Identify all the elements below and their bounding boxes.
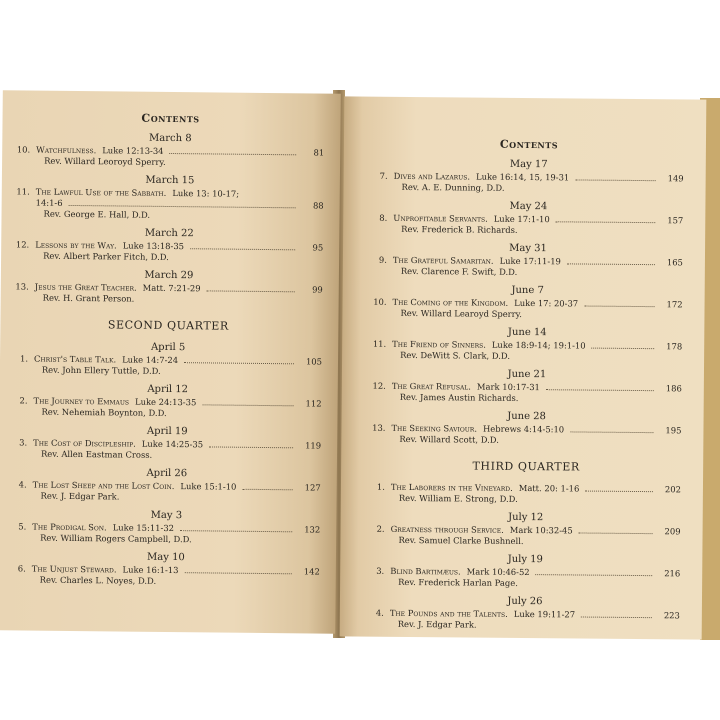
leader-dots [579, 532, 653, 534]
entry-date: April 26 [146, 467, 188, 480]
entry-title: The Great Refusal. [391, 380, 472, 392]
entry-date: July 12 [508, 511, 544, 524]
entry-number: 9. [378, 254, 387, 265]
entry-reference: Luke 17:11-19 [499, 255, 561, 267]
entry-author: Rev. H. Grant Person. [42, 292, 135, 304]
entry-author: Rev. Willard Learoyd Sperry. [400, 307, 523, 319]
leader-dots [69, 205, 296, 208]
entry-number: 1. [376, 481, 386, 492]
entry-title: Blind Bartimæus. [390, 565, 461, 577]
entry-title: The Friend of Sinners. [392, 338, 486, 350]
entry-date: May 10 [147, 551, 185, 564]
entry-reference: Luke 13:18-35 [122, 240, 185, 252]
entry-reference: Luke 15:1-10 [180, 481, 237, 492]
entry-author: Rev. Allen Eastman Cross. [40, 448, 153, 460]
entry-page: 157 [667, 215, 684, 226]
entry-title: The Laborers in the Vineyard. [390, 481, 513, 493]
entry-reference: Mark 10:17-31 [476, 381, 540, 393]
entry-author: Rev. Samuel Clarke Bushnell. [398, 534, 524, 547]
entry-title: Unprofitable Servants. [393, 212, 488, 224]
entry-page: 99 [312, 284, 323, 295]
entry-author: Rev. Charles L. Noyes, D.D. [39, 574, 157, 586]
entry-title: Greatness through Service. [390, 523, 504, 535]
entry-author: Rev. William E. Strong, D.D. [398, 492, 518, 504]
entry-page: 81 [313, 147, 325, 158]
entry-reference: Matt. 20: 1-16 [518, 482, 580, 494]
entry-date: June 14 [507, 326, 547, 339]
entry-number: 8. [379, 212, 388, 223]
entry-reference: Luke 14:7-24 [122, 354, 179, 366]
entry-reference: Luke 17: 20-37 [514, 297, 579, 309]
entry-number: 10. [373, 296, 387, 307]
entry-list [15, 131, 325, 306]
toc-entry [15, 268, 323, 306]
leader-dots [536, 574, 653, 576]
entry-reference: Luke 17:1-10 [493, 213, 550, 225]
entry-date: May 3 [150, 509, 183, 522]
entry-title: The Cost of Discipleship. [33, 437, 136, 449]
entry-number: 12. [372, 380, 386, 391]
toc-entry [372, 326, 682, 364]
toc-entry [16, 131, 324, 169]
entry-list [371, 158, 683, 448]
entry-title: The Prodigal Son. [32, 521, 107, 533]
toc-entry [371, 410, 681, 448]
entry-reference: Luke 14:25-35 [141, 438, 204, 450]
entry-page: 216 [664, 568, 681, 579]
entry-reference: Luke 15:11-32 [112, 522, 175, 534]
entry-reference: Mark 10:32-45 [509, 524, 573, 536]
entry-author: Rev. Willard Leoroyd Sperry. [44, 155, 166, 167]
entry-title: The Journey to Emmaus [33, 395, 130, 407]
leader-dots [190, 248, 295, 250]
entry-reference: Mark 10:46-52 [466, 566, 530, 578]
entry-reference: Luke 16:1-13 [122, 564, 179, 576]
toc-entry [372, 284, 682, 322]
toc-entry [374, 158, 684, 196]
leader-dots [209, 446, 293, 448]
leader-dots [202, 404, 293, 406]
entry-title: The Seeking Saviour. [391, 422, 478, 434]
leader-dots [180, 530, 292, 532]
entry-page: 172 [666, 299, 683, 310]
entry-page: 195 [665, 425, 682, 436]
toc-entry [13, 424, 321, 462]
entry-title: Dives and Lazarus. [393, 170, 471, 182]
entry-page: 112 [305, 398, 322, 409]
entry-page: 223 [663, 610, 680, 621]
entry-title: Christ's Table Talk. [33, 353, 117, 365]
toc-entry [372, 368, 682, 406]
entry-author: Rev. William Rogers Campbell, D.D. [40, 532, 192, 545]
entry-number: 12. [15, 239, 30, 250]
entry-number: 5. [18, 521, 27, 532]
entry-author: Rev. John Ellery Tuttle, D.D. [41, 364, 161, 376]
leader-dots [592, 348, 655, 350]
entry-title: The Grateful Samaritan. [392, 254, 494, 266]
entry-number: 4. [18, 479, 27, 490]
toc-entry [373, 200, 683, 238]
entry-author: Rev. A. E. Dunning, D.D. [401, 181, 505, 193]
leader-dots [546, 389, 654, 391]
entry-number: 2. [19, 395, 28, 406]
entry-title: Jesus the Great Teacher. [34, 281, 137, 293]
leader-dots [170, 153, 297, 155]
entry-number: 11. [16, 186, 30, 197]
leader-dots [556, 221, 656, 223]
toc-entry [12, 508, 320, 546]
entry-page: 95 [312, 242, 324, 253]
entry-author: Rev. Nehemiah Boynton, D.D. [41, 406, 167, 418]
entry-number: 6. [17, 563, 26, 574]
leader-dots [581, 617, 652, 619]
entry-number: 7. [379, 170, 388, 181]
entry-reference: Hebrews 4:14-5:10 [482, 423, 565, 435]
entry-title: Lessons by the Way. [35, 239, 117, 251]
entry-reference: Luke 13: 10-17; [172, 188, 240, 199]
entry-page: 105 [305, 356, 323, 367]
entry-date: June 21 [507, 368, 547, 381]
entry-number: 13. [15, 281, 29, 292]
leader-dots [207, 290, 295, 292]
entry-date: March 8 [148, 132, 192, 145]
entry-number: 3. [376, 565, 385, 576]
quarter-heading: THIRD QUARTER [472, 459, 580, 474]
left-page [0, 90, 341, 634]
toc-entry [13, 466, 321, 504]
entry-date: May 24 [509, 200, 548, 213]
entry-date: April 12 [147, 383, 189, 396]
entry-number: 13. [372, 422, 386, 433]
entry-number: 1. [19, 353, 29, 364]
entry-date: July 26 [507, 595, 543, 608]
entry-author: Rev. J. Edgar Park. [40, 490, 120, 502]
toc-entry [12, 550, 320, 588]
toc-entry [13, 382, 321, 420]
entry-author: Rev. George E. Hall, D.D. [43, 208, 151, 220]
toc-entry [15, 173, 323, 222]
entry-title: The Lawful Use of the Sabbath. [35, 186, 167, 198]
quarter-heading: SECOND QUARTER [107, 318, 229, 333]
toc-entry [371, 482, 681, 507]
entry-author: Rev. Frederick Harlan Page. [398, 576, 518, 588]
entry-page: 165 [666, 257, 683, 268]
entry-reference: Luke 24:13-35 [134, 396, 197, 408]
entry-title: The Pounds and the Talents. [389, 607, 508, 619]
entry-author: Rev. Clarence F. Swift, D.D. [400, 265, 518, 277]
page-heading: Contents [499, 137, 559, 152]
entry-title: The Coming of the Kingdom. [392, 296, 509, 308]
entry-page: 209 [664, 526, 681, 537]
entry-author: Rev. Albert Parker Fitch, D.D. [43, 250, 169, 262]
entry-reference: Luke 18:9-14; 19:1-10 [491, 339, 586, 351]
leader-dots [184, 362, 294, 364]
toc-entry [14, 340, 322, 378]
entry-list [370, 482, 681, 633]
toc-entry [370, 595, 680, 633]
entry-date: May 17 [509, 158, 548, 171]
entry-author: Rev. DeWitt S. Clark, D.D. [400, 349, 511, 361]
entry-number: 10. [16, 144, 31, 155]
entry-page: 132 [304, 524, 321, 535]
leader-dots [585, 491, 653, 493]
entry-reference: Luke 12:13-34 [102, 145, 164, 156]
entry-number: 3. [19, 437, 28, 448]
entry-author: Rev. J. Edgar Park. [397, 618, 477, 630]
entry-author: Rev. Willard Scott, D.D. [399, 433, 499, 445]
leader-dots [567, 263, 655, 265]
entry-date: March 15 [145, 174, 195, 187]
entry-date: March 29 [144, 269, 194, 282]
entry-page: 178 [666, 341, 683, 352]
entry-date: April 19 [146, 425, 188, 438]
entry-number: 2. [376, 523, 385, 534]
entry-page: 202 [664, 484, 681, 495]
entry-date: May 31 [509, 242, 547, 255]
entry-title: Watchfulness. [36, 144, 97, 156]
toc-entry [15, 226, 323, 264]
entry-author: Rev. James Austin Richards. [399, 391, 519, 403]
entry-reference: Matt. 7:21-29 [142, 282, 201, 294]
leader-dots [584, 306, 654, 308]
right-page [340, 96, 707, 639]
entry-date: March 22 [144, 227, 194, 240]
entry-title: The Unjust Steward. [31, 563, 117, 575]
entry-page: 88 [312, 200, 324, 211]
leader-dots [575, 179, 655, 181]
entry-page: 149 [667, 173, 684, 184]
entry-date: April 5 [150, 341, 186, 354]
leader-dots [570, 431, 653, 433]
toc-entry [370, 511, 680, 549]
page-heading: Contents [141, 111, 200, 126]
entry-title: The Lost Sheep and the Lost Coin. [32, 479, 175, 492]
entry-date: June 7 [511, 284, 544, 297]
entry-page: 119 [305, 440, 322, 451]
entry-reference: Luke 19:11-27 [513, 608, 576, 620]
toc-entry [370, 553, 680, 591]
entry-reference-continued: 14:1-6 [35, 197, 63, 208]
entry-number: 4. [375, 607, 384, 618]
entry-page: 127 [304, 482, 321, 493]
entry-date: July 19 [507, 553, 543, 566]
entry-date: June 28 [507, 410, 546, 423]
entry-page: 186 [665, 383, 682, 394]
entry-author: Rev. Frederick B. Richards. [401, 223, 518, 235]
leader-dots [184, 572, 291, 574]
entry-list [12, 340, 323, 588]
leader-dots [242, 489, 292, 491]
entry-page: 142 [303, 566, 320, 577]
toc-entry [373, 242, 683, 280]
entry-reference: Luke 16:14, 15, 19-31 [476, 171, 570, 183]
entry-number: 11. [372, 338, 387, 349]
